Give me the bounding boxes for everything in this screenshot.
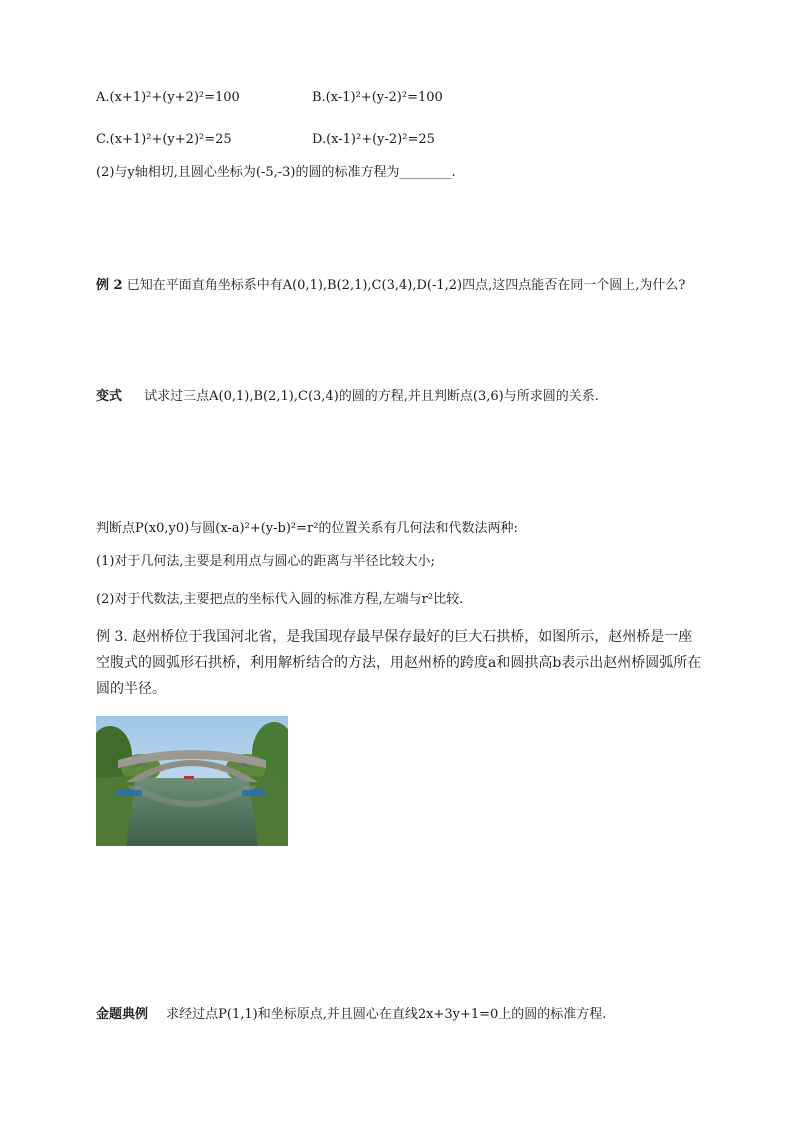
option-a: A.(x+1)²+(y+2)²=100: [96, 90, 240, 105]
gold-example: [96, 1006, 606, 1024]
variant: [96, 388, 599, 406]
judge-rule: 判断点P(x0,y0)与圆(x-a)²+(y-b)²=r²的位置关系有几何法和代数法两种:: [96, 521, 518, 536]
example-2: [96, 277, 685, 295]
question-2: (2)与y轴相切,且圆心坐标为(-5,-3)的圆的标准方程为________.: [96, 165, 456, 180]
option-b: B.(x-1)²+(y-2)²=100: [312, 90, 443, 105]
gold-example-text: 求经过点P(1,1)和坐标原点,并且圆心在直线2x+3y+1=0上的圆的标准方程.: [166, 1007, 607, 1022]
example-3: 例 3. 赵州桥位于我国河北省，是我国现存最早保存最好的巨大石拱桥，如图所示，赵州桥是一座空腹式的圆弧形石拱桥，利用解析结合的方法，用赵州桥的跨度a和圆拱高b表示出赵州桥圆弧所在圆的半径。: [96, 629, 702, 697]
zhaozhou-bridge-photo: [96, 716, 288, 846]
variant-text: 试求过三点A(0,1),B(2,1),C(3,4)的圆的方程,并且判断点(3,6)与所求圆的关系.: [144, 389, 599, 404]
option-d: D.(x-1)²+(y-2)²=25: [312, 132, 435, 147]
gold-example-label: 金题典例: [96, 1007, 149, 1022]
algebraic-method: (2)对于代数法,主要把点的坐标代入圆的标准方程,左端与r²比较.: [96, 592, 464, 607]
example-2-text: 已知在平面直角坐标系中有A(0,1),B(2,1),C(3,4),D(-1,2)四点,这四点能否在同一个圆上,为什么?: [126, 278, 686, 293]
geometric-method: (1)对于几何法,主要是利用点与圆心的距离与半径比较大小;: [96, 554, 435, 569]
option-c: C.(x+1)²+(y+2)²=25: [96, 132, 232, 147]
variant-label: 变式: [96, 389, 123, 404]
example-2-label: 例 2: [96, 278, 123, 293]
